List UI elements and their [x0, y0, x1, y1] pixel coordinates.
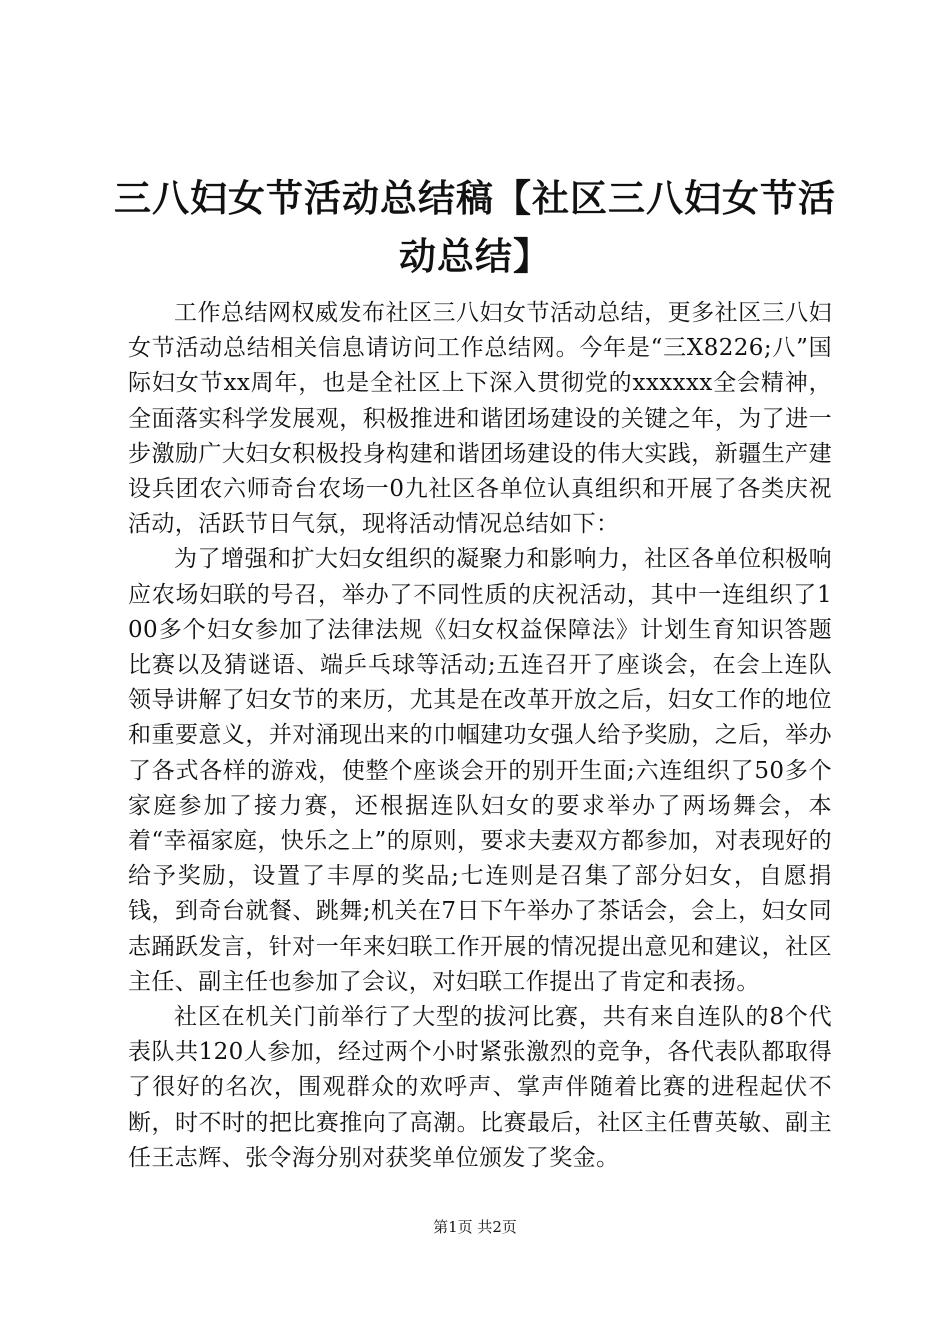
document-title: 三八妇女节活动总结稿【社区三八妇女节活动总结】	[114, 177, 836, 278]
paragraph-intro: 工作总结网权威发布社区三八妇女节活动总结，更多社区三八妇女节活动总结相关信息请访问工作总结网。今年是“三X8226;八”国际妇女节xx周年，也是全社区上下深入贯彻党的xxxxxx全会精神，全面落实科学发展观，积极推进和谐团场建设的关键之年，为了进一步激励广大妇女积极投身构建和谐团场建设的伟大实践，新疆生产建设兵团农六师奇台农场一0九社区各单位认真组织和开展了各类庆祝活动，活跃节日气氛，现将活动情况总结如下：	[128, 300, 832, 538]
page-number-footer: 第1页 共2页	[433, 1218, 517, 1236]
paragraph-tug-of-war: 社区在机关门前举行了大型的拔河比赛，共有来自连队的8个代表队共120人参加，经过两个小时紧张激烈的竞争，各代表队都取得了很好的名次，围观群众的欢呼声、掌声伴随着比赛的进程起伏不断，时不时的把比赛推向了高潮。比赛最后，社区主任曹英敏、副主任王志辉、张令海分别对获奖单位颁发了奖金。	[128, 1004, 832, 1171]
document-body	[128, 296, 832, 1176]
paragraph-activities: 为了增强和扩大妇女组织的凝聚力和影响力，社区各单位积极响应农场妇联的号召，举办了不同性质的庆祝活动，其中一连组织了100多个妇女参加了法律法规《妇女权益保障法》计划生育知识答题比赛以及猜谜语、端乒乓球等活动;五连召开了座谈会，在会上连队领导讲解了妇女节的来历，尤其是在改革开放之后，妇女工作的地位和重要意义，并对涌现出来的巾帼建功女强人给予奖励，之后，举办了各式各样的游戏，使整个座谈会开的别开生面;六连组织了50多个家庭参加了接力赛，还根据连队妇女的要求举办了两场舞会，本着“幸福家庭，快乐之上”的原则，要求夫妻双方都参加，对表现好的给予奖励，设置了丰厚的奖品;七连则是召集了部分妇女，自愿捐钱，到奇台就餐、跳舞;机关在7日下午举办了茶话会，会上，妇女同志踊跃发言，针对一年来妇联工作开展的情况提出意见和建议，社区主任、副主任也参加了会议，对妇联工作提出了肯定和表扬。	[128, 546, 832, 995]
